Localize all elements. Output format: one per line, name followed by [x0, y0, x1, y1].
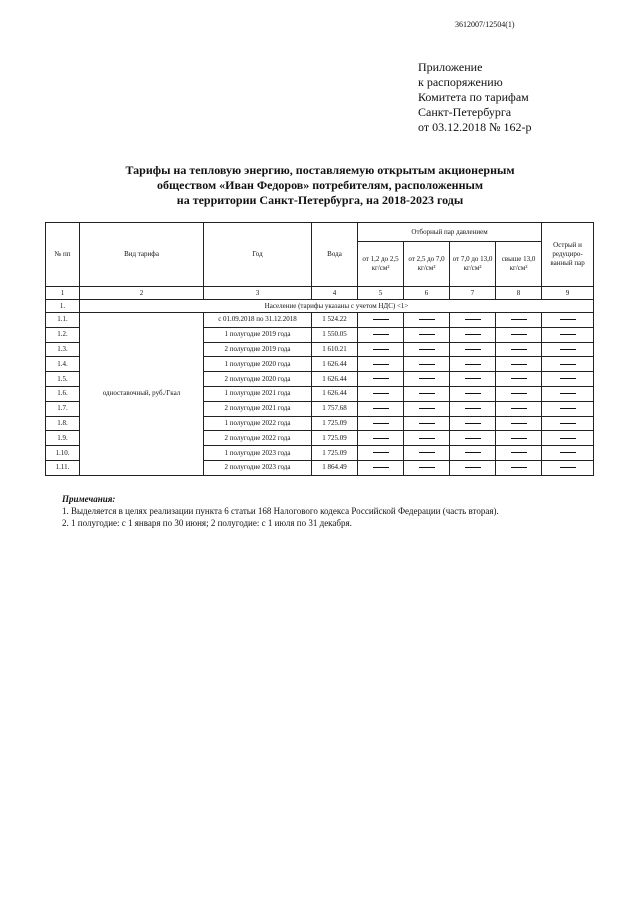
dash-mark: [419, 334, 435, 335]
row-water: 1 725.09: [312, 431, 358, 446]
row-num: 1.6.: [46, 386, 80, 401]
dash-mark: [419, 393, 435, 394]
row-empty-cell: [496, 446, 542, 461]
notes-title: Примечания:: [62, 494, 116, 504]
col-number: 9: [542, 287, 594, 300]
dash-mark: [560, 467, 576, 468]
row-empty-cell: [450, 372, 496, 387]
dash-mark: [419, 467, 435, 468]
row-num: 1.7.: [46, 401, 80, 416]
row-empty-cell: [450, 386, 496, 401]
appendix-line: Комитета по тарифам: [418, 90, 529, 104]
row-empty-cell: [496, 357, 542, 372]
row-empty-cell: [542, 431, 594, 446]
row-empty-cell: [542, 372, 594, 387]
notes-block: [62, 493, 499, 529]
header-num: № пп: [46, 223, 80, 287]
row-num: 1.11.: [46, 460, 80, 475]
dash-mark: [511, 378, 527, 379]
row-num: 1.10.: [46, 446, 80, 461]
row-empty-cell: [450, 460, 496, 475]
title-line: Тарифы на тепловую энергию, поставляемую открытым акционерным: [125, 163, 515, 177]
row-empty-cell: [450, 342, 496, 357]
dash-mark: [511, 393, 527, 394]
row-year: 1 полугодие 2019 года: [204, 327, 312, 342]
row-empty-cell: [358, 342, 404, 357]
row-empty-cell: [404, 372, 450, 387]
dash-mark: [373, 423, 389, 424]
header-year: Год: [204, 223, 312, 287]
row-empty-cell: [358, 431, 404, 446]
dash-mark: [560, 319, 576, 320]
dash-mark: [511, 452, 527, 453]
row-water: 1 626.44: [312, 386, 358, 401]
col-number: 7: [450, 287, 496, 300]
dash-mark: [373, 378, 389, 379]
row-empty-cell: [542, 401, 594, 416]
dash-mark: [465, 408, 481, 409]
dash-mark: [373, 364, 389, 365]
header-steam-2: от 2,5 до 7,0 кг/см²: [404, 242, 450, 287]
row-empty-cell: [450, 446, 496, 461]
dash-mark: [560, 334, 576, 335]
dash-mark: [511, 334, 527, 335]
title-line: на территории Санкт-Петербурга, на 2018-2023 годы: [176, 193, 464, 207]
row-water: 1 725.09: [312, 416, 358, 431]
dash-mark: [373, 393, 389, 394]
row-empty-cell: [496, 386, 542, 401]
dash-mark: [465, 334, 481, 335]
row-year: 2 полугодие 2020 года: [204, 372, 312, 387]
row-empty-cell: [358, 357, 404, 372]
row-empty-cell: [404, 357, 450, 372]
dash-mark: [511, 467, 527, 468]
appendix-line: Санкт-Петербурга: [418, 105, 512, 119]
dash-mark: [373, 452, 389, 453]
row-empty-cell: [450, 431, 496, 446]
row-water: 1 626.44: [312, 357, 358, 372]
dash-mark: [465, 349, 481, 350]
row-num: 1.9.: [46, 431, 80, 446]
row-empty-cell: [404, 446, 450, 461]
row-empty-cell: [358, 446, 404, 461]
dash-mark: [419, 319, 435, 320]
document-title: [80, 163, 560, 208]
row-empty-cell: [404, 313, 450, 328]
dash-mark: [373, 467, 389, 468]
appendix-line: от 03.12.2018 № 162-р: [418, 120, 532, 134]
row-empty-cell: [542, 357, 594, 372]
row-empty-cell: [542, 386, 594, 401]
dash-mark: [511, 423, 527, 424]
row-empty-cell: [496, 460, 542, 475]
header-water: Вода: [312, 223, 358, 287]
dash-mark: [560, 438, 576, 439]
row-water: 1 524.22: [312, 313, 358, 328]
row-water: 1 626.44: [312, 372, 358, 387]
row-empty-cell: [496, 342, 542, 357]
dash-mark: [511, 364, 527, 365]
dash-mark: [465, 364, 481, 365]
col-number: 3: [204, 287, 312, 300]
row-year: 1 полугодие 2023 года: [204, 446, 312, 461]
header-tariff-type: Вид тарифа: [80, 223, 204, 287]
row-empty-cell: [450, 327, 496, 342]
col-number: 8: [496, 287, 542, 300]
dash-mark: [560, 452, 576, 453]
dash-mark: [560, 364, 576, 365]
row-empty-cell: [542, 313, 594, 328]
col-number: 6: [404, 287, 450, 300]
row-empty-cell: [496, 313, 542, 328]
row-tariff-type: одноставочный, руб./Гкал: [80, 313, 204, 476]
row-empty-cell: [404, 416, 450, 431]
row-empty-cell: [496, 431, 542, 446]
dash-mark: [511, 438, 527, 439]
row-water: 1 610.21: [312, 342, 358, 357]
header-steam-group: Отборный пар давлением: [358, 223, 542, 242]
dash-mark: [419, 378, 435, 379]
dash-mark: [419, 423, 435, 424]
row-year: 2 полугодие 2021 года: [204, 401, 312, 416]
row-num: 1.8.: [46, 416, 80, 431]
row-year: 2 полугодие 2023 года: [204, 460, 312, 475]
dash-mark: [419, 364, 435, 365]
dash-mark: [419, 452, 435, 453]
title-line: обществом «Иван Федоров» потребителям, расположенным: [156, 178, 484, 192]
row-empty-cell: [496, 401, 542, 416]
dash-mark: [560, 349, 576, 350]
row-empty-cell: [496, 372, 542, 387]
row-empty-cell: [542, 416, 594, 431]
table-row: [46, 313, 594, 328]
header-steam-4: свыше 13,0 кг/см²: [496, 242, 542, 287]
row-year: 1 полугодие 2020 года: [204, 357, 312, 372]
col-number: 2: [80, 287, 204, 300]
dash-mark: [465, 378, 481, 379]
row-num: 1.3.: [46, 342, 80, 357]
col-number: 5: [358, 287, 404, 300]
row-empty-cell: [404, 386, 450, 401]
appendix-line: к распоряжению: [418, 75, 503, 89]
row-empty-cell: [450, 401, 496, 416]
dash-mark: [419, 408, 435, 409]
dash-mark: [465, 319, 481, 320]
document-id: 3612007/12504(1): [455, 20, 515, 29]
row-empty-cell: [404, 460, 450, 475]
row-water: 1 864.49: [312, 460, 358, 475]
row-empty-cell: [404, 401, 450, 416]
note-item: 1. Выделяется в целях реализации пункта 6 статьи 168 Налогового кодекса Российской Федерации (часть вторая).: [62, 506, 499, 516]
row-num: 1.5.: [46, 372, 80, 387]
col-number: 4: [312, 287, 358, 300]
note-item: 2. 1 полугодие: с 1 января по 30 июня; 2 полугодие: с 1 июля по 31 декабря.: [62, 518, 352, 528]
row-year: 2 полугодие 2022 года: [204, 431, 312, 446]
row-empty-cell: [542, 446, 594, 461]
dash-mark: [373, 319, 389, 320]
appendix-block: [418, 60, 532, 135]
row-empty-cell: [450, 357, 496, 372]
dash-mark: [465, 467, 481, 468]
row-num: 1.4.: [46, 357, 80, 372]
row-empty-cell: [404, 342, 450, 357]
row-num: 1.1.: [46, 313, 80, 328]
dash-mark: [465, 452, 481, 453]
row-num: 1.2.: [46, 327, 80, 342]
dash-mark: [511, 319, 527, 320]
dash-mark: [373, 408, 389, 409]
section-num: 1.: [46, 300, 80, 313]
row-empty-cell: [542, 327, 594, 342]
appendix-line: Приложение: [418, 60, 483, 74]
dash-mark: [511, 408, 527, 409]
dash-mark: [373, 349, 389, 350]
row-empty-cell: [450, 313, 496, 328]
row-empty-cell: [358, 401, 404, 416]
row-empty-cell: [404, 327, 450, 342]
dash-mark: [373, 438, 389, 439]
row-year: 1 полугодие 2021 года: [204, 386, 312, 401]
header-steam-1: от 1,2 до 2,5 кг/см²: [358, 242, 404, 287]
dash-mark: [465, 438, 481, 439]
row-empty-cell: [404, 431, 450, 446]
row-empty-cell: [542, 342, 594, 357]
dash-mark: [465, 423, 481, 424]
row-empty-cell: [496, 416, 542, 431]
row-year: 2 полугодие 2019 года: [204, 342, 312, 357]
dash-mark: [419, 349, 435, 350]
row-empty-cell: [542, 460, 594, 475]
dash-mark: [511, 349, 527, 350]
row-empty-cell: [358, 372, 404, 387]
dash-mark: [560, 378, 576, 379]
dash-mark: [560, 393, 576, 394]
header-sharp-steam: Острый и редуциро-ванный пар: [542, 223, 594, 287]
row-year: с 01.09.2018 по 31.12.2018: [204, 313, 312, 328]
dash-mark: [465, 393, 481, 394]
dash-mark: [560, 423, 576, 424]
section-label: Население (тарифы указаны с учетом НДС) <1>: [80, 300, 594, 313]
dash-mark: [419, 438, 435, 439]
row-empty-cell: [358, 460, 404, 475]
row-water: 1 725.09: [312, 446, 358, 461]
col-number: 1: [46, 287, 80, 300]
row-year: 1 полугодие 2022 года: [204, 416, 312, 431]
row-empty-cell: [496, 327, 542, 342]
header-steam-3: от 7,0 до 13,0 кг/см²: [450, 242, 496, 287]
row-empty-cell: [358, 327, 404, 342]
row-empty-cell: [358, 313, 404, 328]
dash-mark: [373, 334, 389, 335]
row-water: 1 757.68: [312, 401, 358, 416]
row-water: 1 550.05: [312, 327, 358, 342]
row-empty-cell: [358, 416, 404, 431]
row-empty-cell: [358, 386, 404, 401]
row-empty-cell: [450, 416, 496, 431]
tariff-table: [45, 222, 594, 476]
dash-mark: [560, 408, 576, 409]
